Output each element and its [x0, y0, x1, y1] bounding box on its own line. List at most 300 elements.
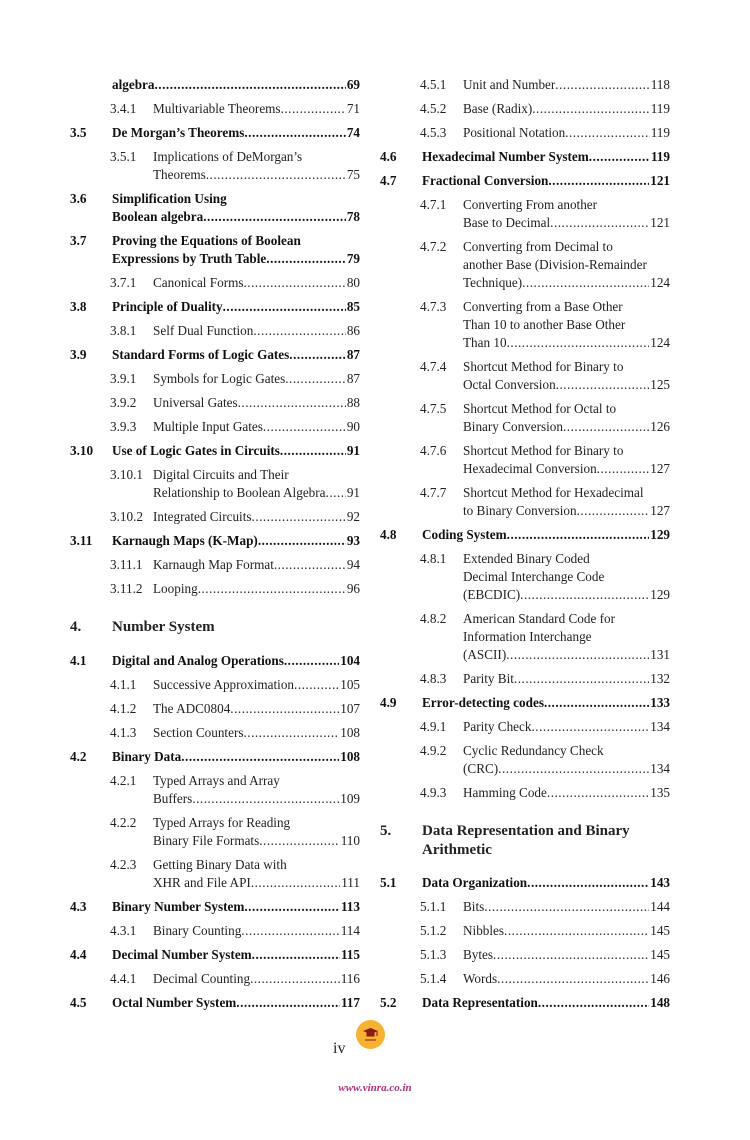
entry-title-line: Implications of DeMorgan’s — [153, 149, 303, 164]
section-number: 5.2 — [380, 995, 397, 1010]
section-number: 4.7.3 — [420, 299, 447, 314]
leader-line — [422, 694, 670, 712]
entry-title-line: Integrated Circuits — [153, 509, 252, 524]
section-number: 3.7 — [70, 233, 87, 248]
entry-title — [153, 418, 360, 436]
leader-line — [463, 646, 670, 664]
section-number: 3.9.3 — [110, 419, 137, 434]
dot-leader — [252, 946, 340, 964]
leader-line — [463, 898, 670, 916]
entry-title — [153, 676, 360, 694]
page-ref: 80 — [346, 275, 360, 290]
entry-title-line: Shortcut Method for Octal to — [463, 401, 617, 416]
leader-line — [112, 208, 360, 226]
section-number: 4.9.1 — [420, 719, 447, 734]
dot-leader — [563, 418, 649, 436]
entry-title — [112, 618, 360, 637]
leader-line — [463, 418, 670, 436]
leader-line — [463, 334, 670, 352]
leader-line — [112, 298, 360, 316]
leader-line — [463, 718, 670, 736]
page-ref: 135 — [650, 785, 670, 800]
entry-title-line: Data Representation and Binary — [422, 823, 630, 839]
entry-title-line: Extended Binary Coded — [463, 551, 590, 566]
leader-line — [463, 460, 670, 478]
dot-leader — [326, 484, 346, 502]
entry-title-line: Than 10 to another Base Other — [463, 317, 626, 332]
leader-line — [153, 700, 360, 718]
entry-title — [422, 822, 670, 860]
entry-title-line: The ADC0804 — [153, 701, 231, 716]
page-ref: 145 — [650, 923, 670, 938]
section-number: 4.7 — [380, 173, 397, 188]
entry-title-line: American Standard Code for — [463, 611, 615, 626]
entry-title-line: Typed Arrays for Reading — [153, 815, 291, 830]
dot-leader — [238, 394, 346, 412]
dot-leader — [251, 874, 340, 892]
entry-title — [463, 298, 670, 352]
page-ref: 117 — [340, 995, 360, 1010]
leader-line — [112, 346, 360, 364]
entry-title-line: Parity Check — [463, 719, 532, 734]
section-number: 4.7.2 — [420, 239, 447, 254]
section-number: 3.9 — [70, 347, 87, 362]
entry-title-line: Buffers — [153, 791, 193, 806]
section-number: 4.2.1 — [110, 773, 137, 788]
entry-title — [463, 550, 670, 604]
entry-title-line: Decimal Number System — [112, 947, 252, 962]
leader-line — [153, 508, 360, 526]
section-number: 4.7.1 — [420, 197, 447, 212]
section-number: 3.6 — [70, 191, 87, 206]
entry-title — [463, 898, 670, 916]
leader-line — [463, 76, 670, 94]
entry-title — [112, 346, 360, 364]
entry-title-line: Data Representation — [422, 995, 538, 1010]
entry-title — [112, 532, 360, 550]
section-number: 5.1.3 — [420, 947, 447, 962]
dot-leader — [192, 790, 339, 808]
page-ref: 105 — [340, 677, 360, 692]
page-ref: 129 — [650, 527, 670, 542]
entry-title-line: Words — [463, 971, 498, 986]
entry-title-line: Decimal Counting — [153, 971, 251, 986]
entry-title-line: Than 10 — [463, 335, 507, 350]
publisher-url[interactable]: www.vinra.co.in — [338, 1082, 412, 1094]
dot-leader — [253, 322, 345, 340]
leader-line — [422, 994, 670, 1012]
section-number: 4.7.7 — [420, 485, 447, 500]
page-ref: 94 — [346, 557, 360, 572]
leader-line — [153, 832, 360, 850]
entry-title — [422, 694, 670, 712]
entry-title-line: Fractional Conversion — [422, 173, 549, 188]
entry-title — [463, 76, 670, 94]
section-number: 4.8.1 — [420, 551, 447, 566]
entry-title-line: Binary Counting — [153, 923, 242, 938]
dot-leader — [259, 832, 339, 850]
section-number: 4.5 — [70, 995, 87, 1010]
dot-leader — [577, 502, 650, 520]
leader-line — [112, 946, 360, 964]
section-number: 4.1 — [70, 653, 87, 668]
leader-line — [422, 526, 670, 544]
dot-leader — [507, 526, 650, 544]
page-ref: 108 — [340, 725, 360, 740]
dot-leader — [556, 376, 650, 394]
entry-title — [463, 922, 670, 940]
section-number: 4.9 — [380, 695, 397, 710]
entry-title-line: Looping — [153, 581, 198, 596]
section-number: 4.1.1 — [110, 677, 137, 692]
entry-title-line: De Morgan’s Theorems — [112, 125, 245, 140]
dot-leader — [294, 676, 339, 694]
entry-title-line: Decimal Interchange Code — [463, 569, 605, 584]
page-ref: 127 — [650, 503, 670, 518]
page-ref: 124 — [650, 335, 670, 350]
entry-title — [153, 772, 360, 808]
leader-line — [153, 556, 360, 574]
dot-leader — [280, 442, 346, 460]
leader-line — [463, 784, 670, 802]
section-number: 4.3.1 — [110, 923, 137, 938]
entry-title-line: Parity Bit — [463, 671, 514, 686]
entry-title-line: Getting Binary Data with — [153, 857, 287, 872]
leader-line — [112, 898, 360, 916]
leader-line — [112, 442, 360, 460]
entry-title-line: Octal Conversion — [463, 377, 556, 392]
leader-line — [112, 250, 360, 268]
dot-leader — [514, 670, 649, 688]
section-number: 3.5 — [70, 125, 87, 140]
section-number: 4.9.2 — [420, 743, 447, 758]
leader-line — [422, 874, 670, 892]
entry-title-line: Bytes — [463, 947, 494, 962]
dot-leader — [223, 298, 346, 316]
leader-line — [463, 970, 670, 988]
dot-leader — [258, 532, 346, 550]
dot-leader — [241, 922, 339, 940]
entry-title-line: Shortcut Method for Binary to — [463, 443, 624, 458]
section-number: 4.8.2 — [420, 611, 447, 626]
entry-title-line: (ASCII) — [463, 647, 507, 662]
page-ref: 75 — [346, 167, 360, 182]
page-ref: 108 — [340, 749, 360, 764]
entry-title — [463, 718, 670, 736]
entry-title-line: Simplification Using — [112, 191, 227, 206]
leader-line — [112, 652, 360, 670]
dot-leader — [493, 946, 649, 964]
entry-title — [463, 358, 670, 394]
section-number: 4.7.6 — [420, 443, 447, 458]
page-ref: 133 — [650, 695, 670, 710]
entry-title-line: Error-detecting codes — [422, 695, 544, 710]
page-ref: 71 — [346, 101, 360, 116]
leader-line — [463, 670, 670, 688]
leader-line — [153, 370, 360, 388]
entry-title-line: Hexadecimal Number System — [422, 149, 589, 164]
page-ref: 93 — [346, 533, 360, 548]
section-number: 3.10 — [70, 443, 94, 458]
dot-leader — [527, 874, 649, 892]
entry-title-line: Principle of Duality — [112, 299, 223, 314]
dot-leader — [230, 700, 339, 718]
entry-title-line: Hexadecimal Conversion — [463, 461, 597, 476]
section-number: 4.4.1 — [110, 971, 137, 986]
section-number: 4.5.2 — [420, 101, 447, 116]
entry-title-line: Karnaugh Map Format — [153, 557, 274, 572]
section-number: 4.8.3 — [420, 671, 447, 686]
entry-title — [112, 124, 360, 142]
entry-title-line: Coding System — [422, 527, 507, 542]
section-number: 5. — [380, 823, 392, 839]
leader-line — [153, 322, 360, 340]
section-number: 5.1.4 — [420, 971, 447, 986]
leader-line — [153, 676, 360, 694]
entry-title-line: Shortcut Method for Hexadecimal — [463, 485, 644, 500]
entry-title — [153, 724, 360, 742]
section-number: 3.11.1 — [110, 557, 143, 572]
dot-leader — [522, 274, 649, 292]
page-ref: 96 — [346, 581, 360, 596]
section-number: 4.1.3 — [110, 725, 137, 740]
entry-title — [112, 748, 360, 766]
section-number: 3.8.1 — [110, 323, 137, 338]
section-number: 3.11.2 — [110, 581, 143, 596]
entry-title-line: Shortcut Method for Binary to — [463, 359, 624, 374]
leader-line — [153, 100, 360, 118]
entry-title — [463, 784, 670, 802]
leader-line — [153, 790, 360, 808]
entry-title-line: Multiple Input Gates — [153, 419, 263, 434]
entry-title — [463, 610, 670, 664]
publisher-logo — [356, 1020, 385, 1049]
leader-line — [422, 148, 670, 166]
page-ref: 124 — [650, 275, 670, 290]
dot-leader — [155, 76, 346, 94]
entry-title-line: Use of Logic Gates in Circuits — [112, 443, 280, 458]
leader-line — [153, 874, 360, 892]
entry-title — [112, 190, 360, 226]
dot-leader — [266, 250, 346, 268]
dot-leader — [236, 994, 340, 1012]
leader-line — [153, 418, 360, 436]
entry-title-line: Multivariable Theorems — [153, 101, 281, 116]
entry-title — [422, 172, 670, 190]
entry-title-line: Binary Data — [112, 749, 182, 764]
section-number: 4.3 — [70, 899, 87, 914]
entry-title-line: Bits — [463, 899, 485, 914]
leader-line — [463, 274, 670, 292]
page-ref: 74 — [346, 125, 360, 140]
page-ref: 85 — [346, 299, 360, 314]
entry-title — [463, 100, 670, 118]
entry-title-line: Typed Arrays and Array — [153, 773, 280, 788]
dot-leader — [555, 76, 649, 94]
dot-leader — [544, 694, 649, 712]
entry-title — [153, 100, 360, 118]
entry-title-line: Universal Gates — [153, 395, 238, 410]
page-ref: 134 — [650, 719, 670, 734]
page-number: iv — [333, 1040, 346, 1057]
entry-title — [112, 232, 360, 268]
entry-title-line: Relationship to Boolean Algebra — [153, 485, 326, 500]
entry-title-line: Binary Conversion — [463, 419, 563, 434]
section-number: 3.4.1 — [110, 101, 137, 116]
page-ref: 115 — [340, 947, 360, 962]
leader-line — [153, 166, 360, 184]
page-ref: 79 — [346, 251, 360, 266]
page-ref: 90 — [346, 419, 360, 434]
section-number: 4.5.1 — [420, 77, 447, 92]
entry-title-line: Base to Decimal — [463, 215, 551, 230]
page-ref: 119 — [650, 125, 670, 140]
entry-title-line: (CRC) — [463, 761, 499, 776]
leader-line — [153, 922, 360, 940]
entry-title — [153, 322, 360, 340]
leader-line — [153, 394, 360, 412]
dot-leader — [589, 148, 650, 166]
entry-title — [112, 946, 360, 964]
entry-title — [153, 556, 360, 574]
entry-title — [153, 394, 360, 412]
entry-title — [463, 124, 670, 142]
entry-title — [463, 442, 670, 478]
dot-leader — [244, 124, 345, 142]
entry-title — [153, 466, 360, 502]
section-number: 4.9.3 — [420, 785, 447, 800]
section-number: 3.8 — [70, 299, 87, 314]
entry-title — [422, 994, 670, 1012]
dot-leader — [289, 346, 346, 364]
section-number: 5.1.2 — [420, 923, 447, 938]
page-ref: 129 — [650, 587, 670, 602]
entry-title — [463, 238, 670, 292]
page-ref: 107 — [340, 701, 360, 716]
dot-leader — [284, 652, 339, 670]
leader-line — [112, 748, 360, 766]
page-ref: 146 — [650, 971, 670, 986]
section-number: 4.7.4 — [420, 359, 447, 374]
entry-title — [463, 400, 670, 436]
entry-title — [422, 874, 670, 892]
entry-title — [422, 526, 670, 544]
page-ref: 119 — [650, 149, 670, 164]
page-ref: 119 — [650, 101, 670, 116]
entry-title — [153, 970, 360, 988]
entry-title-line: Binary File Formats — [153, 833, 260, 848]
entry-title — [463, 670, 670, 688]
entry-title-line: (EBCDIC) — [463, 587, 521, 602]
section-number: 3.9.1 — [110, 371, 137, 386]
entry-title-line: Arithmetic — [422, 842, 492, 858]
dot-leader — [504, 922, 649, 940]
page-ref: 86 — [346, 323, 360, 338]
entry-title-line: Theorems — [153, 167, 206, 182]
leader-line — [463, 100, 670, 118]
dot-leader — [532, 100, 649, 118]
dot-leader — [532, 718, 650, 736]
section-number: 5.1 — [380, 875, 397, 890]
page-ref: 118 — [650, 77, 670, 92]
entry-title — [153, 274, 360, 292]
entry-title-line: Number System — [112, 619, 215, 635]
page-ref: 145 — [650, 947, 670, 962]
page-ref: 111 — [341, 875, 360, 890]
entry-title-line: Proving the Equations of Boolean — [112, 233, 301, 248]
leader-line — [463, 502, 670, 520]
dot-leader — [484, 898, 649, 916]
entry-title-line: Karnaugh Maps (K-Map) — [112, 533, 258, 548]
entry-title — [112, 76, 360, 94]
section-number: 4.4 — [70, 947, 87, 962]
entry-title-line: Successive Approximation — [153, 677, 295, 692]
entry-title-line: Symbols for Logic Gates — [153, 371, 286, 386]
entry-title-line: to Binary Conversion — [463, 503, 577, 518]
entry-title — [112, 298, 360, 316]
dot-leader — [507, 334, 650, 352]
page-ref: 125 — [650, 377, 670, 392]
dot-leader — [203, 208, 346, 226]
dot-leader — [538, 994, 649, 1012]
leader-line — [463, 124, 670, 142]
dot-leader — [547, 784, 649, 802]
dot-leader — [506, 646, 649, 664]
dot-leader — [498, 760, 649, 778]
entry-title-line: another Base (Division-Remainder — [463, 257, 647, 272]
dot-leader — [243, 724, 339, 742]
leader-line — [463, 760, 670, 778]
page-ref: 69 — [346, 77, 360, 92]
page-ref: 114 — [340, 923, 360, 938]
entry-title — [153, 580, 360, 598]
entry-title — [463, 484, 670, 520]
dot-leader — [181, 748, 339, 766]
section-number: 4.6 — [380, 149, 397, 164]
page-ref: 110 — [340, 833, 360, 848]
section-number: 3.5.1 — [110, 149, 137, 164]
page-ref: 113 — [340, 899, 360, 914]
section-number: 4.7.5 — [420, 401, 447, 416]
dot-leader — [497, 970, 649, 988]
page-ref: 92 — [346, 509, 360, 524]
entry-title-line: Digital Circuits and Their — [153, 467, 289, 482]
section-number: 3.10.2 — [110, 509, 143, 524]
dot-leader — [550, 214, 649, 232]
entry-title-line: Technique) — [463, 275, 523, 290]
entry-title-line: algebra — [112, 77, 155, 92]
dot-leader — [244, 898, 340, 916]
dot-leader — [597, 460, 650, 478]
page-ref: 134 — [650, 761, 670, 776]
leader-line — [463, 922, 670, 940]
leader-line — [153, 484, 360, 502]
section-number: 4. — [70, 619, 82, 635]
page-ref: 121 — [650, 173, 670, 188]
page-ref: 143 — [650, 875, 670, 890]
page-ref: 126 — [650, 419, 670, 434]
entry-title — [422, 148, 670, 166]
dot-leader — [198, 580, 346, 598]
entry-title-line: Boolean algebra — [112, 209, 204, 224]
dot-leader — [274, 556, 346, 574]
entry-title-line: Converting From another — [463, 197, 598, 212]
section-number: 4.8 — [380, 527, 397, 542]
entry-title — [463, 946, 670, 964]
page-ref: 104 — [340, 653, 360, 668]
entry-title — [112, 652, 360, 670]
entry-title — [153, 508, 360, 526]
